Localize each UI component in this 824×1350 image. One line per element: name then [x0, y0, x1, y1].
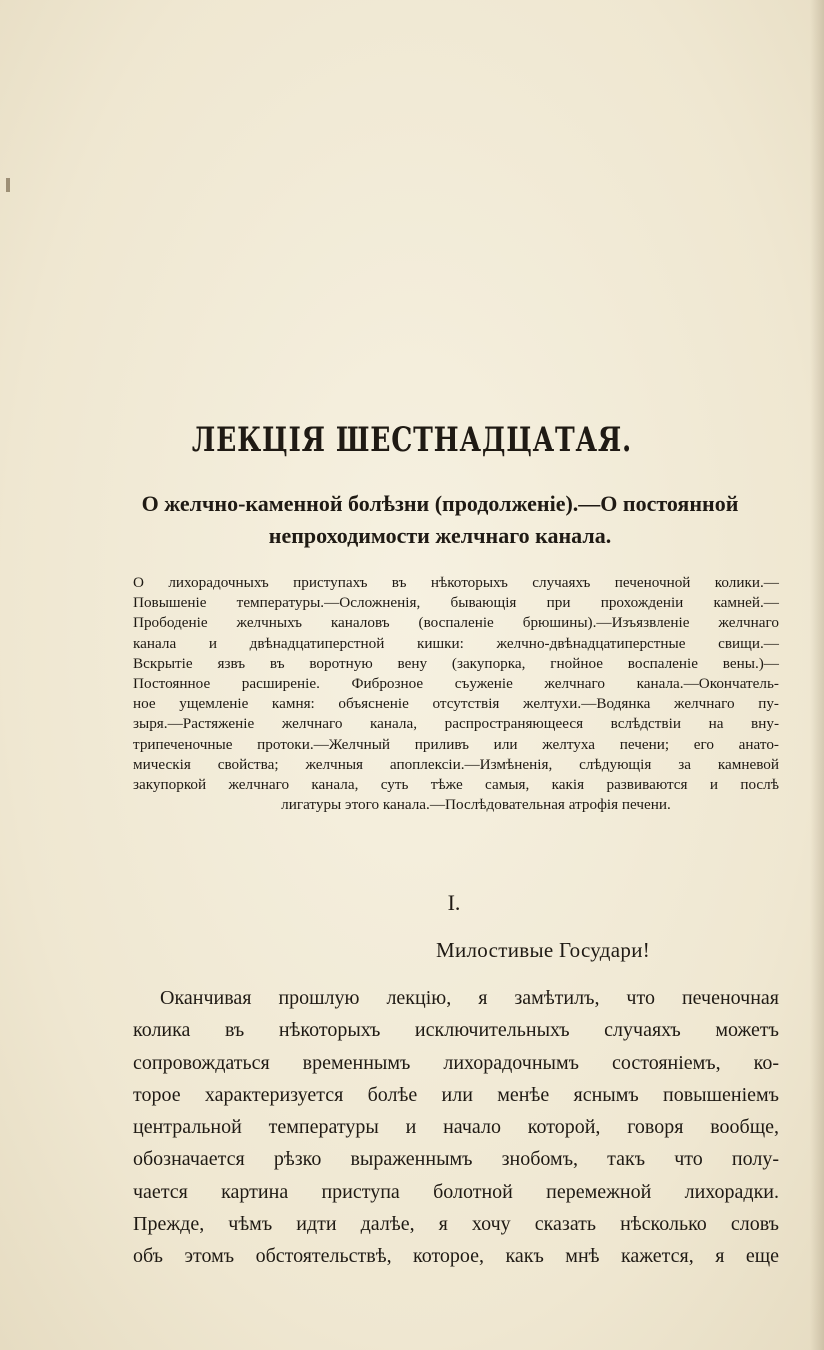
- summary-line: Повышеніе температуры.—Осложненія, бывающія при прохожденіи камней.—: [133, 594, 779, 612]
- lecture-subtitle: [120, 488, 760, 552]
- summary-line: трипеченочные протоки.—Желчный приливъ или желтуха печени; его анато-: [133, 735, 779, 753]
- body-line: центральной температуры и начало которой, говоря вообще,: [133, 1116, 779, 1139]
- summary-line: канала и двѣнадцатиперстной кишки: желчно-двѣнадцатиперстные свищи.—: [133, 634, 779, 652]
- body-line: Прежде, чѣмъ идти далѣе, я хочу сказать нѣсколько словъ: [133, 1213, 779, 1236]
- body-line: торое характеризуется болѣе или менѣе яснымъ повышеніемъ: [133, 1083, 779, 1106]
- summary-line: Вскрытіе язвъ въ воротную вену (закупорка, гнойное воспаленіе вены.)—: [133, 654, 779, 672]
- body-line: обозначается рѣзко выраженнымъ знобомъ, такъ что полу-: [133, 1148, 779, 1171]
- body-line: объ этомъ обстоятельствѣ, которое, какъ мнѣ кажется, я еще: [133, 1245, 779, 1268]
- summary-line: закупоркой желчнаго канала, суть тѣже самыя, какія развиваются и послѣ: [133, 776, 779, 794]
- summary-line: лигатуры этого канала.—Послѣдовательная атрофія печени.: [281, 796, 671, 814]
- summary-line: Прободеніе желчныхъ каналовъ (воспаленіе брюшины).—Изъязвленіе желчнаго: [133, 614, 779, 632]
- salutation: Милостивые Государи!: [436, 938, 651, 962]
- summary-line: Постоянное расширеніе. Фиброзное съуженіе желчнаго канала.—Окончатель-: [133, 675, 779, 693]
- lecture-summary: [133, 573, 779, 815]
- page-edge-mark: [6, 178, 10, 192]
- body-line: колика въ нѣкоторыхъ исключительныхъ случаяхъ можетъ: [133, 1019, 779, 1042]
- body-line: чается картина приступа болотной перемежной лихорадки.: [133, 1180, 779, 1203]
- subtitle-line: непроходимости желчнаго канала.: [268, 523, 612, 548]
- summary-line: мическія свойства; желчныя апоплексіи.—Измѣненія, слѣдующія за камневой: [133, 755, 779, 773]
- summary-line: зыря.—Растяженіе желчнаго канала, распространяющееся вслѣдствіи на вну-: [133, 715, 779, 733]
- body-text: [133, 982, 779, 1273]
- subtitle-line: О желчно-каменной болѣзни (продолженіе).—О постоянной: [141, 491, 739, 516]
- body-line: сопровождаться временнымъ лихорадочнымъ состояніемъ, ко-: [133, 1051, 779, 1074]
- lecture-title: ЛЕКЦІЯ ШЕСТНАДЦАТАЯ.: [191, 420, 633, 460]
- summary-line: О лихорадочныхъ приступахъ въ нѣкоторыхъ случаяхъ печеночной колики.—: [133, 574, 779, 591]
- page-edge-shadow: [810, 0, 824, 1350]
- summary-line: ное ущемленіе камня: объясненіе отсутствія желтухи.—Водянка желчнаго пу-: [133, 695, 779, 713]
- section-number: I.: [447, 890, 461, 915]
- body-line: Оканчивая прошлую лекцію, я замѣтилъ, что печеночная: [160, 987, 779, 1009]
